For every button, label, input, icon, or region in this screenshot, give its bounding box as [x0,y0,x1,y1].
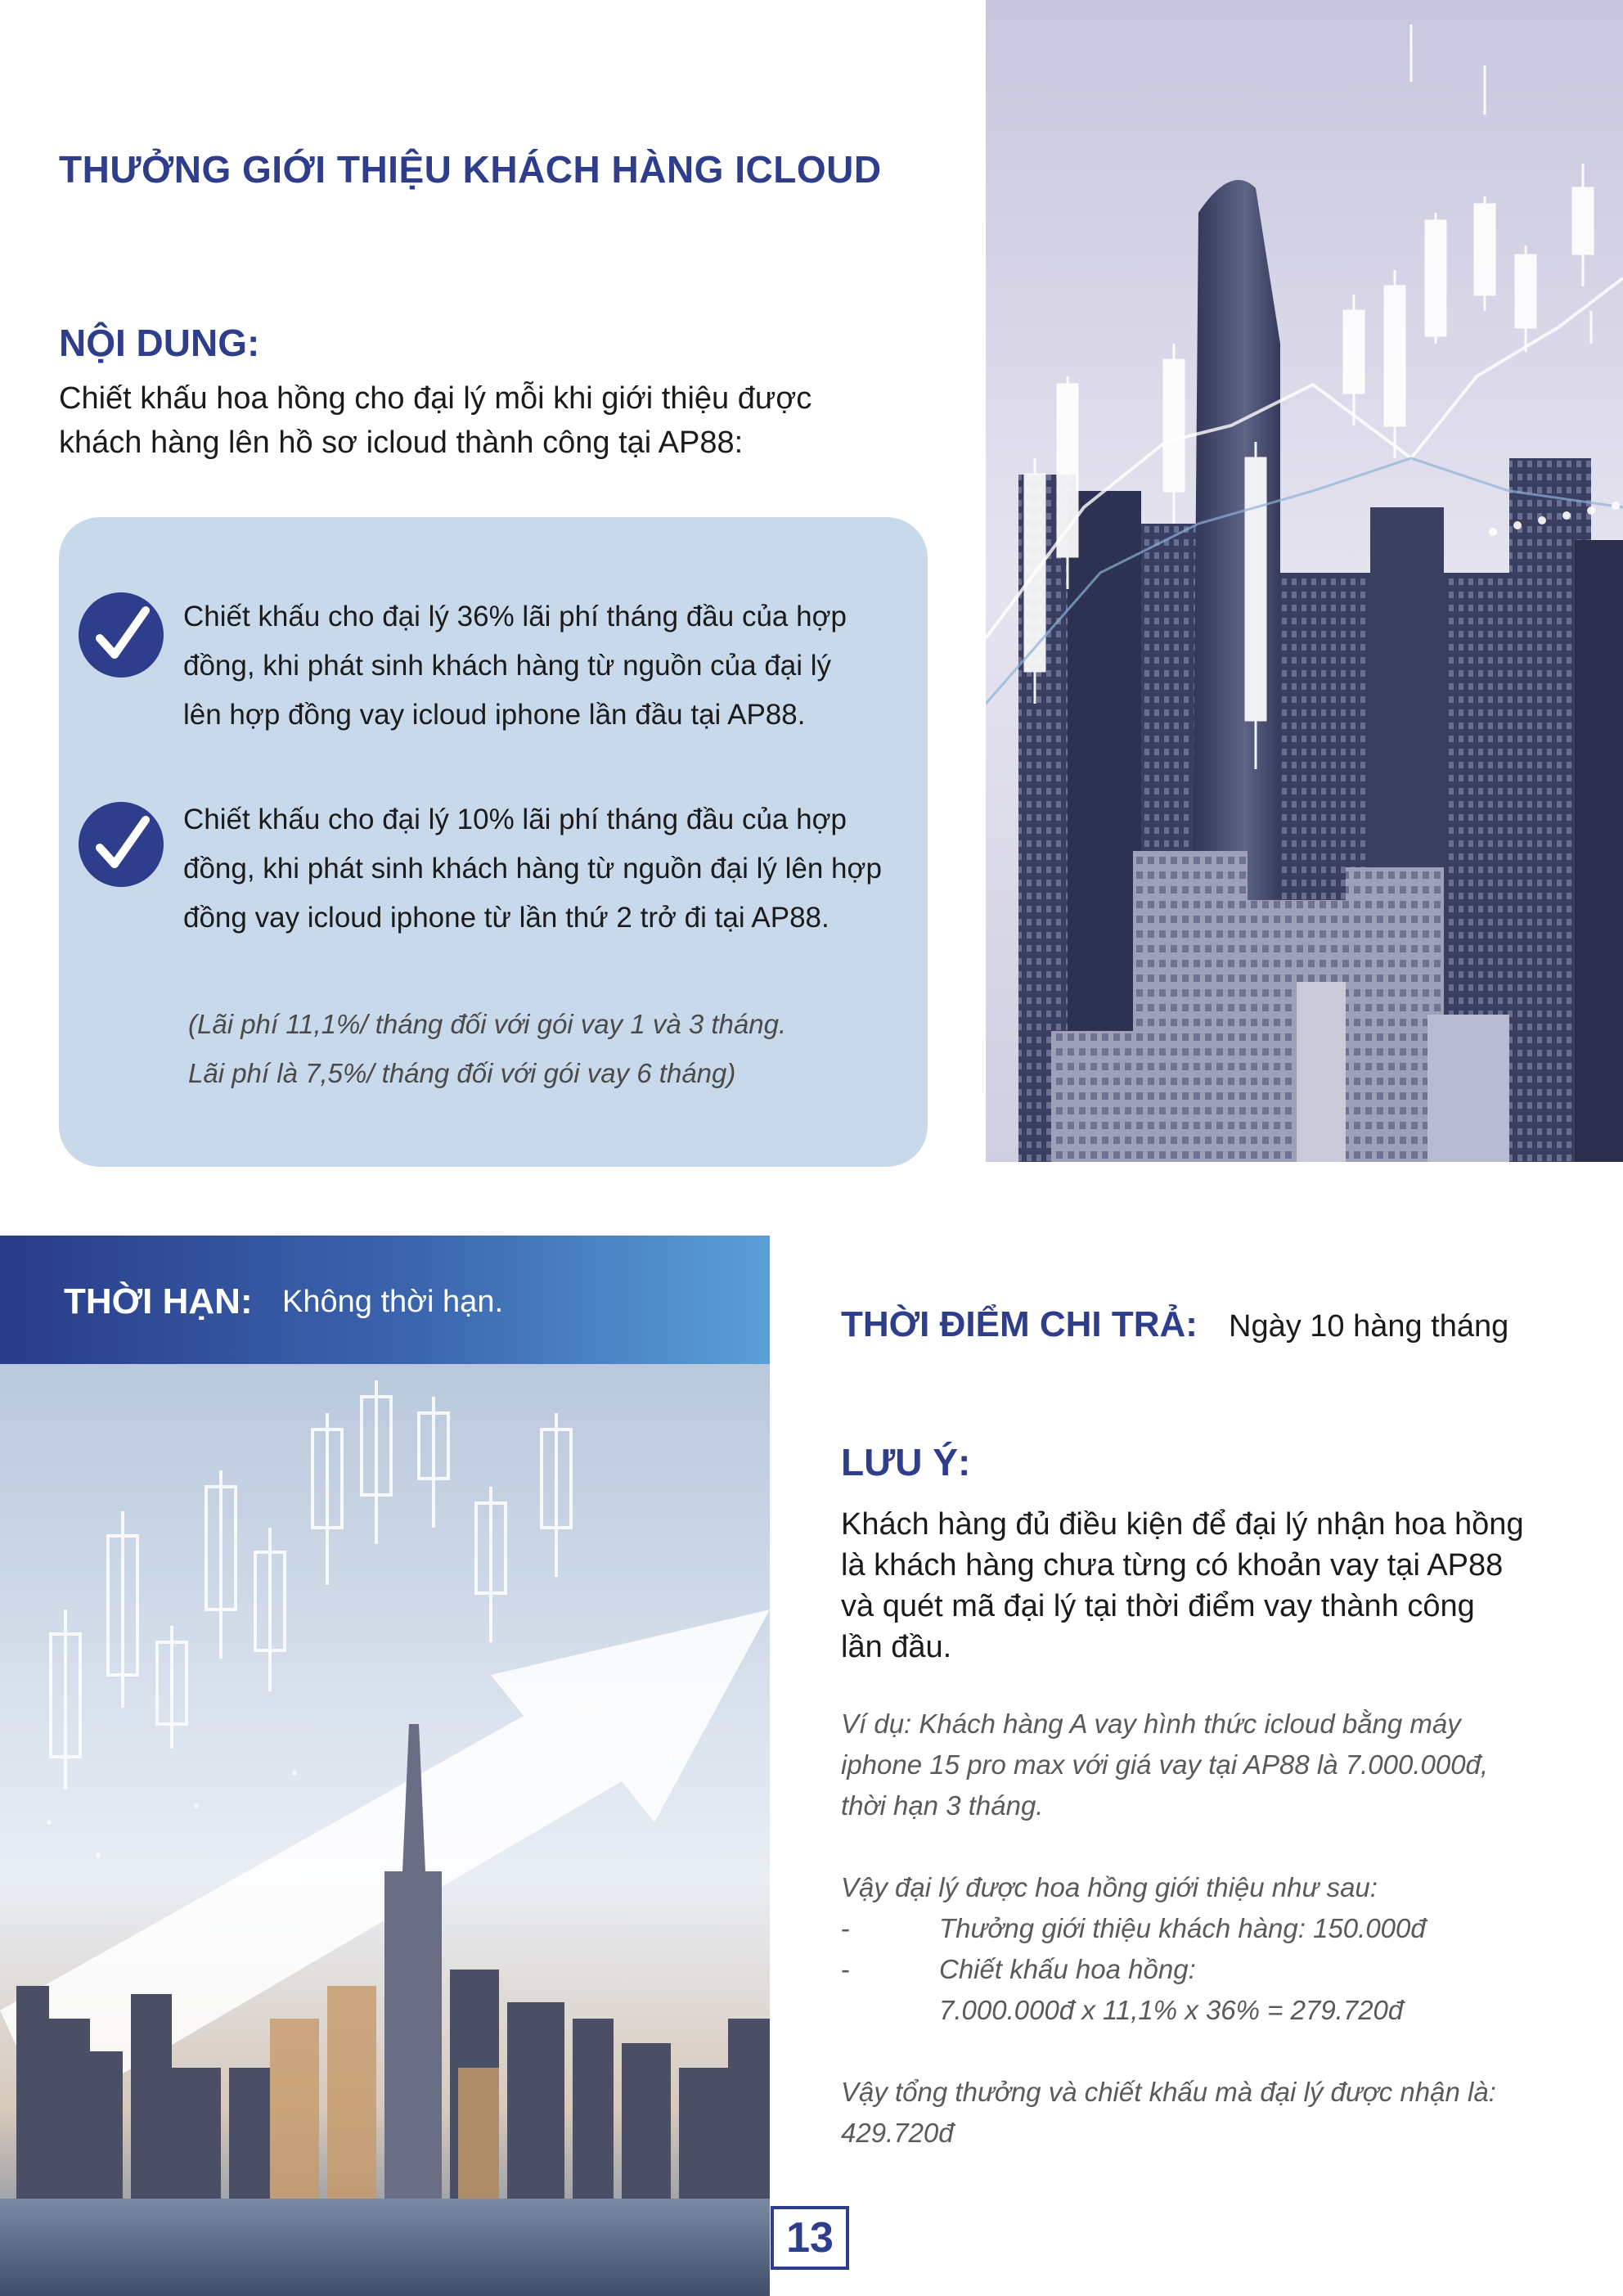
note-line: Lãi phí là 7,5%/ tháng đối với gói vay 6 tháng) [188,1058,736,1088]
total-paragraph [841,2072,1561,2154]
commission-item-label: Chiết khấu hoa hồng: [939,1954,1196,1984]
bullet-line: Chiết khấu cho đại lý 36% lãi phí tháng đầu của hợp [183,601,847,633]
intro-line: khách hàng lên hồ sơ icloud thành công tại AP88: [59,425,744,460]
notice-body [841,1504,1561,1668]
notice-heading: LƯU Ý: [841,1441,971,1483]
city-candlestick-photo [986,0,1623,1162]
interest-rate-note [188,1000,908,1098]
example-line: Ví dụ: Khách hàng A vay hình thức icloud bằng máy [841,1708,1461,1739]
example-line: thời hạn 3 tháng. [841,1790,1044,1821]
checkmark-icon [79,592,164,678]
intro-paragraph [59,376,877,465]
page-title: THƯỞNG GIỚI THIỆU KHÁCH HÀNG ICLOUD [59,148,882,191]
bullet-line: đồng, khi phát sinh khách hàng từ nguồn đại lý lên hợp [183,853,882,885]
commission-info-box [59,517,928,1167]
checkmark-icon [79,802,164,887]
result-intro: Vậy đại lý được hoa hồng giới thiệu như sau: [841,1872,1378,1902]
content-heading: NỘI DUNG: [59,322,260,364]
term-banner [0,1236,770,1364]
bullet-line: Chiết khấu cho đại lý 10% lãi phí tháng đầu của hợp [183,804,847,835]
skyline-growth-photo [0,1364,770,2296]
notice-line: lần đầu. [841,1630,952,1664]
total-amount: 429.720đ [841,2118,954,2148]
list-dash: - [841,1954,850,1984]
referral-bonus-item: Thưởng giới thiệu khách hàng: 150.000đ [939,1913,1426,1943]
term-value: Không thời hạn. [282,1285,504,1319]
commission-item-calculation: 7.000.000đ x 11,1% x 36% = 279.720đ [939,1995,1404,2025]
bullet-line: đồng, khi phát sinh khách hàng từ nguồn của đại lý [183,650,832,682]
commission-bullet-repeat-loan [183,795,903,943]
commission-bullet-first-loan [183,592,903,740]
example-line: iphone 15 pro max với giá vay tại AP88 là 7.000.000đ, [841,1749,1489,1780]
bullet-line: đồng vay icloud iphone từ lần thứ 2 trở đi tại AP88. [183,902,829,934]
total-line: Vậy tổng thưởng và chiết khấu mà đại lý được nhận là: [841,2077,1496,2107]
payment-time-value: Ngày 10 hàng tháng [1229,1309,1509,1344]
note-line: (Lãi phí 11,1%/ tháng đối với gói vay 1 và 3 tháng. [188,1009,787,1039]
example-paragraph [841,1704,1561,1826]
page-number: 13 [771,2206,849,2270]
notice-line: là khách hàng chưa từng có khoản vay tại AP88 [841,1548,1504,1582]
notice-line: và quét mã đại lý tại thời điểm vay thành công [841,1589,1475,1623]
list-dash: - [841,1913,850,1943]
payment-time-label: THỜI ĐIỂM CHI TRẢ: [841,1304,1198,1344]
term-label: THỜI HẠN: [64,1281,253,1321]
bullet-line: lên hợp đồng vay icloud iphone lần đầu tại AP88. [183,699,806,731]
intro-line: Chiết khấu hoa hồng cho đại lý mỗi khi giới thiệu được [59,381,812,416]
notice-line: Khách hàng đủ điều kiện để đại lý nhận hoa hồng [841,1507,1524,1542]
